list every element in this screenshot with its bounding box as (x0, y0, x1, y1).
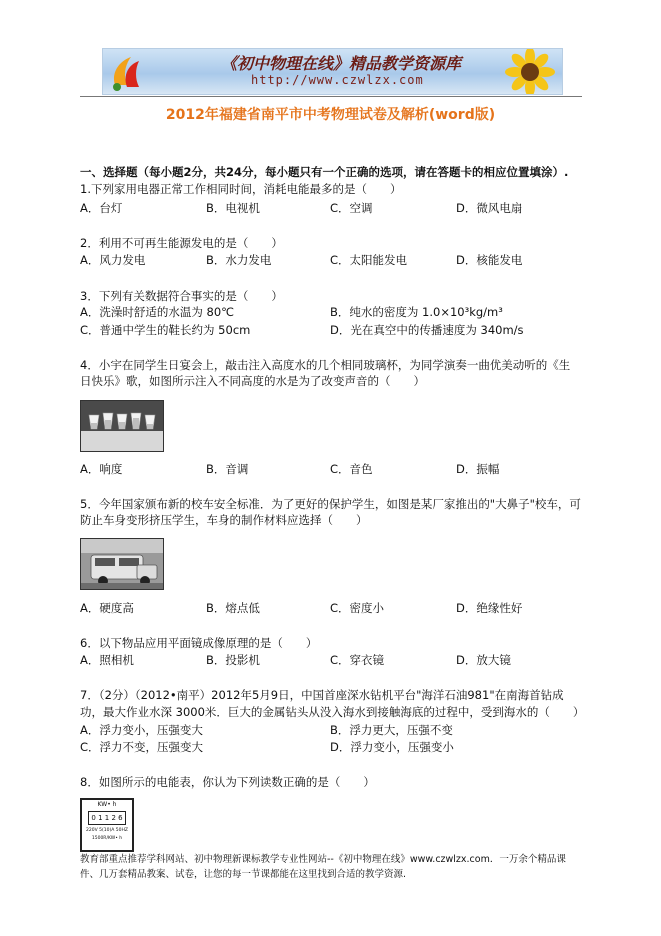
header-divider (80, 96, 582, 97)
section-heading: 一、选择题（每小题2分，共24分，每小题只有一个正确的选项，请在答题卡的相应位置填涂）. (80, 165, 569, 179)
q5-option-c[interactable]: C．密度小 (330, 601, 385, 615)
meter-reading: 0 1 1 2 6 (88, 811, 126, 825)
q4-option-a[interactable]: A．响度 (80, 462, 123, 476)
q6-option-b[interactable]: B．投影机 (206, 653, 260, 667)
electric-meter-figure (80, 798, 134, 852)
question-5-stem-line-1: 5．今年国家颁布新的校车安全标准．为了更好的保护学生，如图是某厂家推出的"大鼻子"校车，可 (80, 497, 581, 511)
q5-option-b[interactable]: B．熔点低 (206, 601, 260, 615)
question-1-stem: 1.下列家用电器正常工作相同时间，消耗电能最多的是（ ） (80, 182, 402, 196)
footer-note (80, 852, 585, 882)
q7-option-a[interactable]: A．浮力变小，压强变大 (80, 723, 203, 737)
q7-option-b[interactable]: B．浮力更大，压强不变 (330, 723, 453, 737)
q3-option-b[interactable]: B．纯水的密度为 1.0×10³kg/m³ (330, 305, 503, 319)
q7-option-d[interactable]: D．浮力变小，压强变小 (330, 740, 454, 754)
q6-option-d[interactable]: D．放大镜 (456, 653, 511, 667)
question-7-stem-line-2: 功，最大作业水深 3000米．巨大的金属钻头从没入海水到接触海底的过程中，受到海水的（ ） (80, 705, 585, 719)
q5-option-d[interactable]: D．绝缘性好 (456, 601, 523, 615)
q4-option-b[interactable]: B．音调 (206, 462, 249, 476)
question-3-stem: 3．下列有关数据符合事实的是（ ） (80, 289, 283, 303)
question-7-stem-line-1: 7．（2分）（2012•南平）2012年5月9日，中国首座深水钻机平台"海洋石油981"在南海首钻成 (80, 688, 564, 702)
site-logo-icon (107, 51, 149, 93)
q2-option-d[interactable]: D．核能发电 (456, 253, 523, 267)
question-4-stem-line-1: 4．小宇在同学生日宴会上，敲击注入高度水的几个相同玻璃杯，为同学演奏一曲优美动听的《生 (80, 358, 571, 372)
q2-option-c[interactable]: C．太阳能发电 (330, 253, 408, 267)
q3-option-c[interactable]: C．普通中学生的鞋长约为 50cm (80, 323, 251, 337)
q4-option-d[interactable]: D．振幅 (456, 462, 500, 476)
meter-unit: KW• h (97, 801, 117, 808)
footer-line-2: 件、几万套精品教案、试卷，让您的每一节课都能在这里找到合适的教学资源. (80, 869, 407, 880)
q3-option-a[interactable]: A．洗澡时舒适的水温为 80℃ (80, 305, 235, 319)
q1-option-d[interactable]: D．微风电扇 (456, 201, 523, 215)
q7-option-c[interactable]: C．浮力不变，压强变大 (80, 740, 204, 754)
banner-url[interactable]: http://www.czwlzx.com (251, 73, 424, 87)
question-4-stem-line-2: 日快乐》歌，如图所示注入不同高度的水是为了改变声音的（ ） (80, 374, 425, 388)
q2-option-a[interactable]: A．风力发电 (80, 253, 146, 267)
meter-spec-line-2: 1500R/KW• h (91, 836, 123, 841)
q1-option-b[interactable]: B．电视机 (206, 201, 260, 215)
question-5-stem-line-2: 防止车身变形挤压学生，车身的制作材料应选择（ ） (80, 513, 368, 527)
banner-title: 《初中物理在线》精品教学资源库 (221, 54, 462, 73)
q6-option-c[interactable]: C．穿衣镜 (330, 653, 385, 667)
sunflower-icon (490, 49, 560, 94)
q4-option-c[interactable]: C．音色 (330, 462, 373, 476)
school-bus-photo (80, 538, 164, 590)
footer-line-1: 教育部重点推荐学科网站、初中物理新课标教学专业性网站--《初中物理在线》www.czwlzx.com．一万余个精品课 (80, 854, 566, 865)
header-banner[interactable] (102, 48, 563, 95)
q1-option-c[interactable]: C．空调 (330, 201, 373, 215)
q6-option-a[interactable]: A．照相机 (80, 653, 134, 667)
q1-option-a[interactable]: A．台灯 (80, 201, 123, 215)
question-8-stem: 8．如图所示的电能表，你认为下列读数正确的是（ ） (80, 775, 375, 789)
meter-spec-line-1: 220V 5(10)A 50HZ (86, 828, 128, 833)
q3-option-d[interactable]: D．光在真空中的传播速度为 340m/s (330, 323, 524, 337)
document-title: 2012年福建省南平市中考物理试卷及解析(word版) (165, 107, 496, 123)
glasses-photo (80, 400, 164, 452)
question-2-stem: 2．利用不可再生能源发电的是（ ） (80, 236, 283, 250)
question-6-stem: 6．以下物品应用平面镜成像原理的是（ ） (80, 636, 318, 650)
q2-option-b[interactable]: B．水力发电 (206, 253, 272, 267)
q5-option-a[interactable]: A．硬度高 (80, 601, 134, 615)
